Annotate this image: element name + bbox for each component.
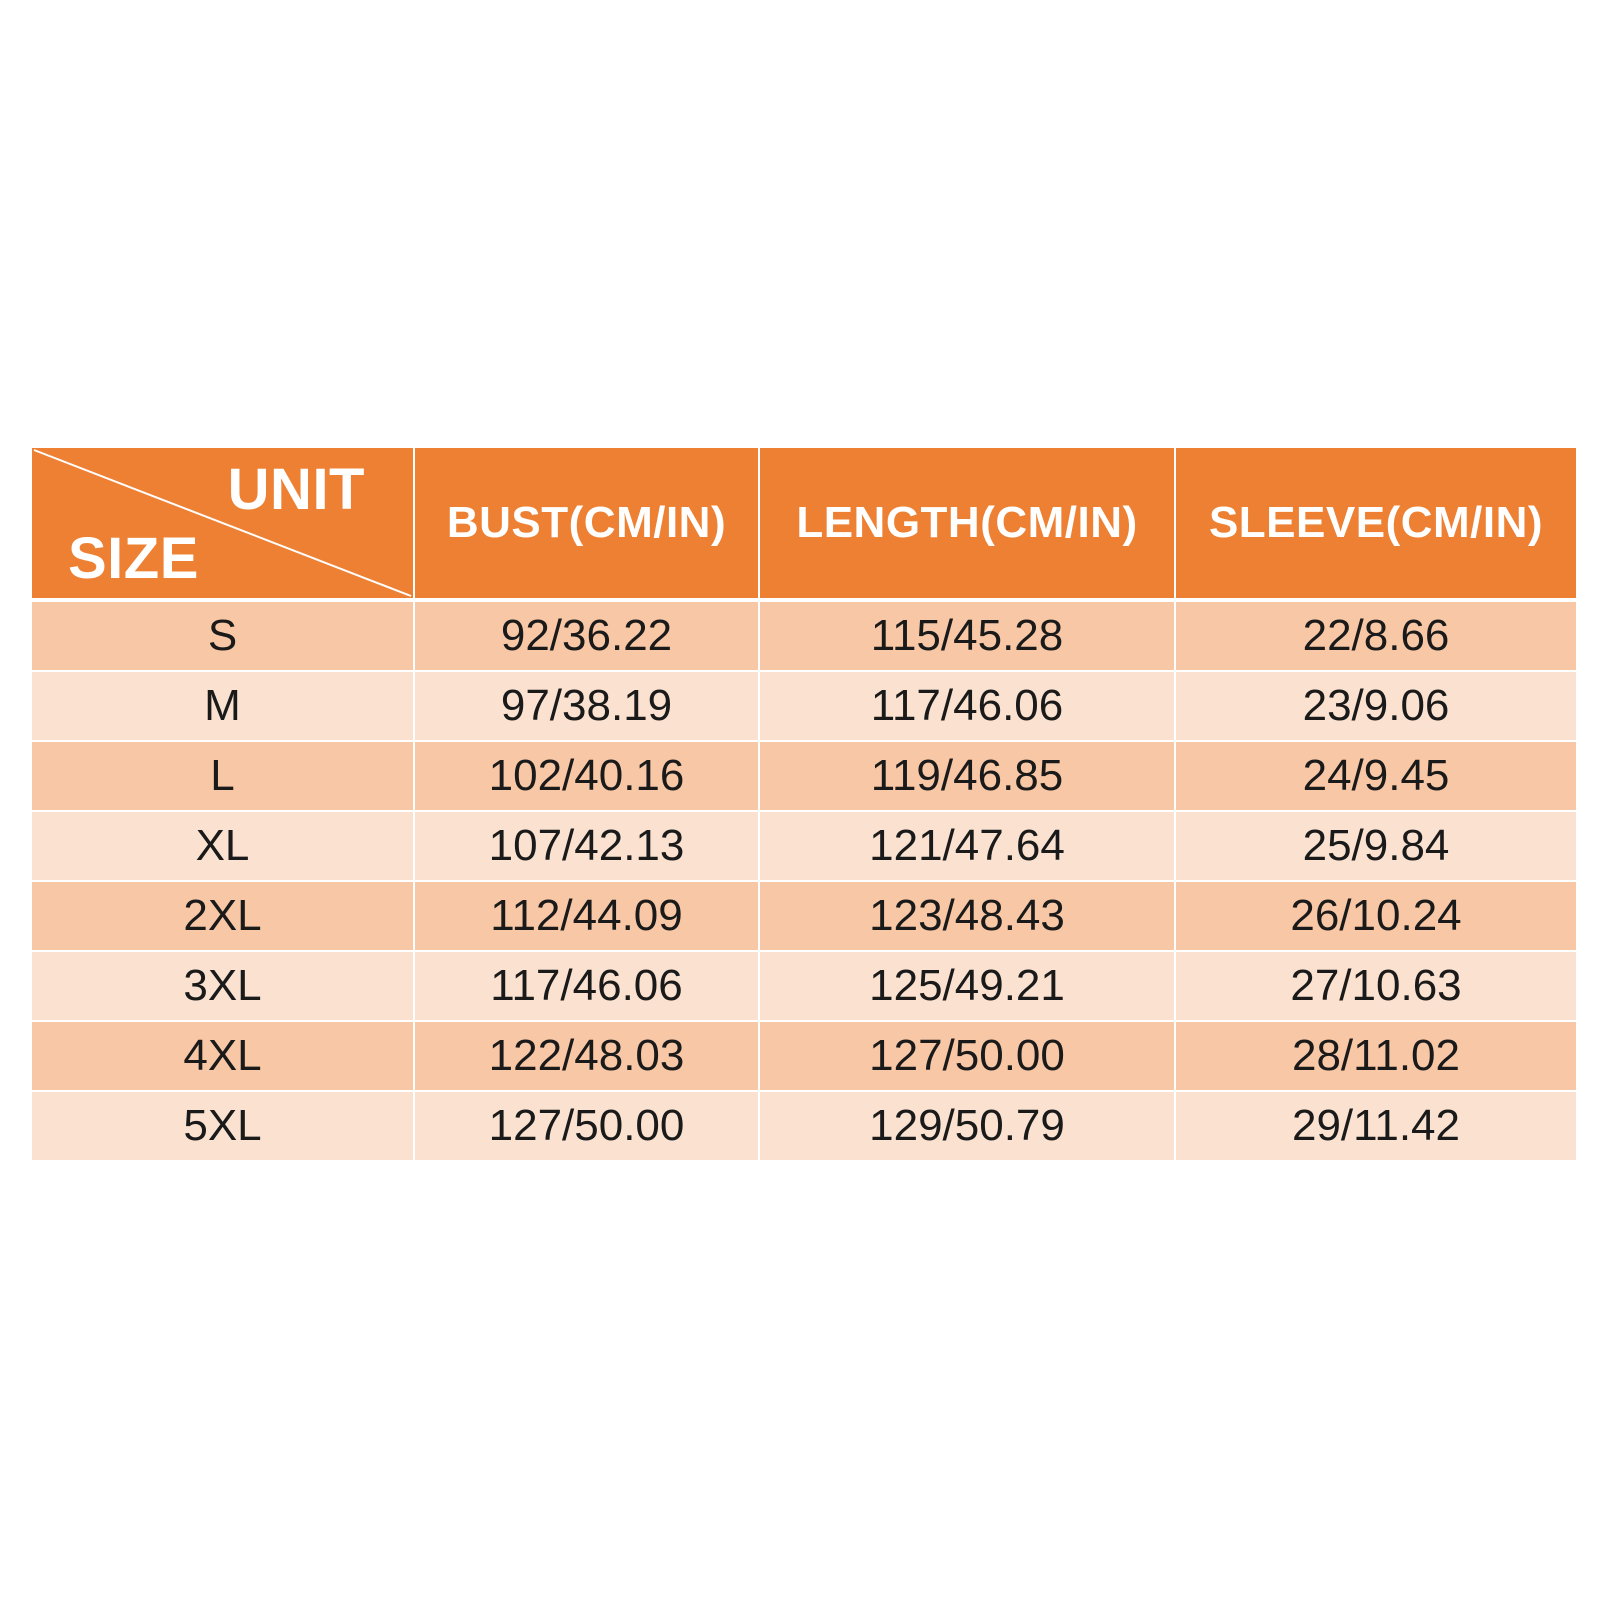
table-row — [32, 1091, 1576, 1161]
cell-length: 121/47.64 — [759, 811, 1175, 881]
cell-size: S — [32, 600, 414, 671]
cell-length: 115/45.28 — [759, 600, 1175, 671]
cell-sleeve: 26/10.24 — [1175, 881, 1576, 951]
cell-bust: 92/36.22 — [414, 600, 759, 671]
cell-length: 117/46.06 — [759, 671, 1175, 741]
cell-length: 127/50.00 — [759, 1021, 1175, 1091]
header-bust: BUST(CM/IN) — [414, 448, 759, 600]
cell-bust: 112/44.09 — [414, 881, 759, 951]
table-row — [32, 951, 1576, 1021]
cell-size: 4XL — [32, 1021, 414, 1091]
cell-sleeve: 27/10.63 — [1175, 951, 1576, 1021]
cell-sleeve: 23/9.06 — [1175, 671, 1576, 741]
size-unit-corner-cell — [32, 448, 414, 600]
header-sleeve: SLEEVE(CM/IN) — [1175, 448, 1576, 600]
table-header-row — [32, 448, 1576, 600]
cell-size: M — [32, 671, 414, 741]
cell-sleeve: 22/8.66 — [1175, 600, 1576, 671]
cell-bust: 117/46.06 — [414, 951, 759, 1021]
cell-length: 119/46.85 — [759, 741, 1175, 811]
cell-size: 5XL — [32, 1091, 414, 1161]
cell-sleeve: 25/9.84 — [1175, 811, 1576, 881]
cell-length: 123/48.43 — [759, 881, 1175, 951]
cell-length: 125/49.21 — [759, 951, 1175, 1021]
cell-size: XL — [32, 811, 414, 881]
cell-bust: 122/48.03 — [414, 1021, 759, 1091]
cell-length: 129/50.79 — [759, 1091, 1175, 1161]
cell-sleeve: 24/9.45 — [1175, 741, 1576, 811]
size-chart-table — [32, 448, 1576, 1162]
unit-label: UNIT — [227, 457, 365, 522]
table-row — [32, 741, 1576, 811]
table-row — [32, 600, 1576, 671]
cell-size: 3XL — [32, 951, 414, 1021]
cell-bust: 107/42.13 — [414, 811, 759, 881]
size-label: SIZE — [68, 526, 199, 591]
table-row — [32, 881, 1576, 951]
table-row — [32, 671, 1576, 741]
header-length: LENGTH(CM/IN) — [759, 448, 1175, 600]
table-row — [32, 811, 1576, 881]
cell-sleeve: 29/11.42 — [1175, 1091, 1576, 1161]
cell-bust: 102/40.16 — [414, 741, 759, 811]
table-row — [32, 1021, 1576, 1091]
table-body — [32, 600, 1576, 1161]
cell-sleeve: 28/11.02 — [1175, 1021, 1576, 1091]
cell-bust: 127/50.00 — [414, 1091, 759, 1161]
cell-size: L — [32, 741, 414, 811]
cell-bust: 97/38.19 — [414, 671, 759, 741]
cell-size: 2XL — [32, 881, 414, 951]
